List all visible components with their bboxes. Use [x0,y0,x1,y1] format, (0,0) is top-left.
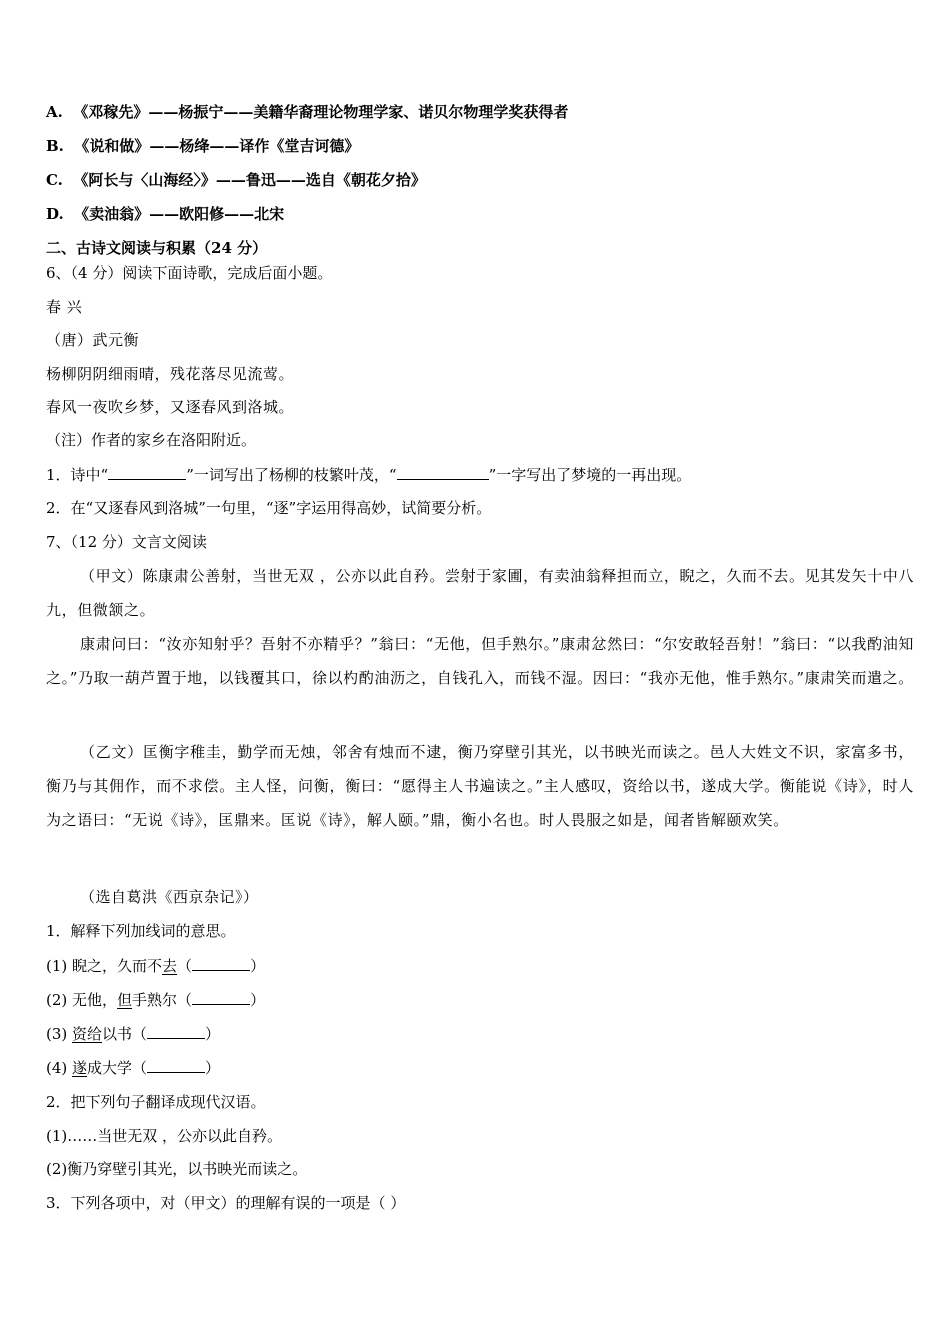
vocab-text: （ [177,957,193,975]
vocab-text: (4) [46,1059,73,1077]
underlined-word: 资给 [72,1025,103,1043]
poem-author: （唐）武元衡 [46,331,140,349]
vocab-text: 以书（ [102,1025,148,1043]
option-a [46,102,568,122]
answer-blank[interactable] [147,1057,205,1073]
question-7-sub-3: 3．下列各项中，对（甲文）的理解有误的一项是（ ） [46,1194,406,1212]
section-title: 二、古诗文阅读与积累（24 分） [46,239,268,257]
poem-line-1: 杨柳阴阴细雨晴，残花落尽见流莺。 [46,365,295,383]
option-text: 《说和做》——杨绛——译作《堂吉诃德》 [74,137,360,155]
vocab-text: (1) 睨之，久而不 [46,957,163,975]
question-6-prompt: 6、（4 分）阅读下面诗歌，完成后面小题。 [46,264,333,282]
passage-source: （选自葛洪《西京杂记》） [80,888,259,906]
answer-blank[interactable] [192,989,250,1005]
underlined-word: 去 [162,957,178,975]
vocab-text: (3) [46,1025,73,1043]
vocab-item-1 [46,955,265,976]
option-b [46,136,359,156]
close-paren: ） [205,1025,221,1043]
vocab-item-2 [46,989,265,1010]
passage-jia-para-1: （甲文）陈康肃公善射，当世无双 ，公亦以此自矜。尝射于家圃，有卖油翁释担而立，睨之，久而不去。见其发矢十中八九，但微颔之。 [46,567,914,619]
poem-line-2: 春风一夜吹乡梦，又逐春风到洛城。 [46,398,295,416]
answer-blank[interactable] [108,464,186,480]
underlined-word: 但 [117,991,133,1009]
vocab-text: 成大学（ [87,1059,148,1077]
vocab-item-4 [46,1057,220,1078]
close-paren: ） [250,991,266,1009]
option-text: 《阿长与〈山海经〉》——鲁迅——选自《朝花夕拾》 [73,171,426,189]
close-paren: ） [250,957,266,975]
option-letter: C. [46,171,63,189]
option-letter: D. [46,205,64,223]
vocab-text: (2) 无他， [46,991,118,1009]
vocab-text: 手熟尔（ [132,991,193,1009]
question-7-prompt: 7、（12 分）文言文阅读 [46,533,207,551]
sub-1-text-b: ”一词写出了杨柳的枝繁叶茂，“ [186,466,397,484]
question-7-sub-1: 1．解释下列加线词的意思。 [46,922,236,940]
answer-blank[interactable] [192,955,250,971]
translate-item-2: (2)衡乃穿壁引其光，以书映光而读之。 [46,1160,308,1178]
sub-1-text-c: ”一字写出了梦境的一再出现。 [488,466,692,484]
underlined-word: 遂 [72,1059,88,1077]
question-6-sub-1 [46,464,691,485]
poem-note: （注）作者的家乡在洛阳附近。 [46,431,257,449]
option-text: 《邓稼先》——杨振宁——美籍华裔理论物理学家、诺贝尔物理学奖获得者 [73,103,569,121]
option-text: 《卖油翁》——欧阳修——北宋 [74,205,285,223]
passage-yi: （乙文）匡衡字稚圭，勤学而无烛，邻舍有烛而不逮，衡乃穿壁引其光，以书映光而读之。邑人大姓文不识，家富多书，衡乃与其佣作，而不求偿。主人怪，问衡，衡曰：“愿得主人书遍读之。”主人感叹，资给以书，遂成大学。衡能说《诗》，时人为之语曰：“无说《诗》，匡鼎来。匡说《诗》，解人颐。”鼎，衡小名也。时人畏服之如是，闻者皆解颐欢笑。 [46,743,914,829]
question-7-sub-2: 2．把下列句子翻译成现代汉语。 [46,1093,266,1111]
passage-jia-para-2: 康肃问曰：“汝亦知射乎？吾射不亦精乎？”翁曰：“无他，但手熟尔。”康肃忿然曰：“尔安敢轻吾射！”翁曰：“以我酌油知之。”乃取一葫芦置于地，以钱覆其口，徐以杓酌油沥之，自钱孔入，而钱不湿。因曰：“我亦无他，惟手熟尔。”康肃笑而遣之。 [46,635,914,687]
option-letter: B. [46,137,64,155]
close-paren: ） [205,1059,221,1077]
poem-title: 春 兴 [46,298,83,316]
answer-blank[interactable] [147,1023,205,1039]
translate-item-1: (1)……当世无双 ，公亦以此自矜。 [46,1127,283,1145]
option-d [46,204,284,224]
question-6-sub-2: 2．在“又逐春风到洛城”一句里，“逐”字运用得高妙，试简要分析。 [46,499,492,517]
sub-1-text-a: 1．诗中“ [46,466,109,484]
option-letter: A. [46,103,63,121]
vocab-item-3 [46,1023,220,1044]
answer-blank[interactable] [397,464,489,480]
option-c [46,170,426,190]
